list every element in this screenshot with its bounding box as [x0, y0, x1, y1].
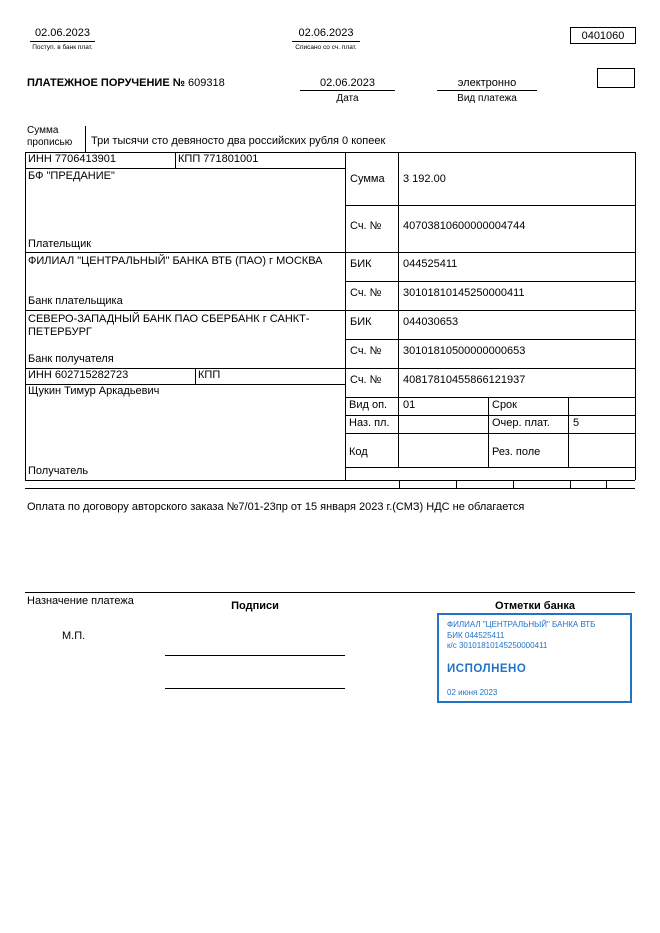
- document-title: [27, 77, 225, 90]
- purpose-caption: Назначение платежа: [27, 595, 134, 607]
- table-border: [345, 281, 635, 282]
- tick-row-border: [25, 488, 635, 489]
- received-date: 02.06.2023: [34, 27, 91, 39]
- payment-kind-code-box: [597, 68, 635, 88]
- table-border: [345, 397, 635, 398]
- form-code: 0401060: [581, 29, 625, 42]
- table-border: [345, 433, 635, 434]
- table-border-right: [635, 152, 636, 480]
- pay-purpose-label: Наз. пл.: [349, 417, 390, 429]
- debited-date-label: Списано со сч. плат.: [295, 44, 357, 51]
- amount-words-text: Три тысячи сто девяносто два российских рубля 0 копеек: [91, 135, 386, 147]
- payee-bank-bik-value: 044030653: [403, 316, 459, 328]
- title-date-label: Дата: [336, 93, 359, 104]
- payer-account-value: 40703810600000004744: [403, 220, 526, 232]
- grid-line: [488, 397, 489, 467]
- payment-kind-underline: [437, 90, 537, 91]
- title-date: 02.06.2023: [319, 77, 376, 89]
- table-border: [345, 467, 635, 468]
- payer-name: БФ "ПРЕДАНИЕ": [28, 170, 115, 182]
- payee-bank-account-value: 30101810500000000653: [403, 345, 526, 357]
- payment-kind: электронно: [457, 77, 517, 89]
- debited-date-underline: [292, 41, 360, 42]
- table-border-bottom: [25, 480, 635, 481]
- purpose-text: Оплата по договору авторского заказа №7/01-23пр от 15 января 2023 г.(СМЗ) НДС не облагается: [27, 501, 525, 513]
- payee-name: Щукин Тимур Аркадьевич: [28, 385, 160, 397]
- payer-caption: Плательщик: [28, 238, 92, 250]
- payee-bank-name: СЕВЕРО-ЗАПАДНЫЙ БАНК ПАО СБЕРБАНК г САНКТ-ПЕТЕРБУРГ: [28, 313, 310, 338]
- payee-inn: ИНН 602715282723: [28, 369, 129, 381]
- signature-line-2: [165, 688, 345, 689]
- table-border: [25, 252, 635, 253]
- table-border: [25, 168, 345, 169]
- tick-mark: [456, 480, 457, 488]
- table-border: [345, 415, 635, 416]
- code-label: Код: [349, 446, 368, 458]
- stamp-status: ИСПОЛНЕНО: [447, 662, 527, 675]
- payer-bank-caption: Банк плательщика: [28, 295, 123, 307]
- priority-value: 5: [573, 417, 580, 429]
- tick-mark: [570, 480, 571, 488]
- grid-line: [398, 152, 399, 467]
- signature-line-1: [165, 655, 345, 656]
- op-kind-label: Вид оп.: [349, 399, 388, 411]
- payer-kpp: КПП 771801001: [178, 153, 259, 165]
- payer-inn: ИНН 7706413901: [28, 153, 117, 165]
- grid-line: [568, 397, 569, 467]
- payer-bank-account-label: Сч. №: [350, 287, 382, 299]
- table-border-top: [25, 152, 635, 153]
- payee-kpp: КПП: [198, 369, 221, 381]
- amount-value: 3 192.00: [403, 173, 446, 185]
- term-label: Срок: [492, 399, 517, 411]
- received-date-underline: [30, 41, 95, 42]
- grid-line: [345, 152, 346, 480]
- payee-account-value: 40817810455866121937: [403, 374, 526, 386]
- grid-line: [175, 152, 176, 168]
- payee-bank-bik-label: БИК: [350, 316, 372, 328]
- priority-label: Очер. плат.: [492, 417, 550, 429]
- amount-words-divider: [85, 126, 86, 152]
- table-border: [25, 310, 635, 311]
- stamp-bank-name: ФИЛИАЛ "ЦЕНТРАЛЬНЫЙ" БАНКА ВТБ: [447, 620, 596, 629]
- reserve-field-label: Рез. поле: [492, 446, 541, 458]
- bank-stamp: [437, 613, 632, 703]
- payment-kind-label: Вид платежа: [457, 93, 517, 104]
- payer-bank-bik-label: БИК: [350, 258, 372, 270]
- tick-mark: [399, 480, 400, 488]
- payer-bank-name: ФИЛИАЛ "ЦЕНТРАЛЬНЫЙ" БАНКА ВТБ (ПАО) г МОСКВА: [28, 255, 323, 267]
- payer-bank-bik-value: 044525411: [403, 258, 458, 270]
- tick-mark: [606, 480, 607, 488]
- received-date-label: Поступ. в банк плат.: [32, 44, 93, 51]
- payer-bank-account-value: 30101810145250000411: [403, 287, 525, 299]
- stamp-bik: БИК 044525411: [447, 630, 505, 640]
- payer-account-label: Сч. №: [350, 220, 382, 232]
- amount-words-label-2: прописью: [27, 137, 73, 148]
- form-code-box: [570, 27, 636, 44]
- bank-marks-title: Отметки банка: [495, 600, 575, 612]
- stamp-date: 02 июня 2023: [447, 687, 498, 697]
- op-kind-value: 01: [403, 399, 416, 411]
- table-border: [345, 205, 635, 206]
- debited-date: 02.06.2023: [298, 27, 354, 39]
- title-number: 609318: [188, 77, 225, 89]
- tick-mark: [513, 480, 514, 488]
- title-label: ПЛАТЕЖНОЕ ПОРУЧЕНИЕ №: [27, 77, 185, 89]
- amount-label: Сумма: [350, 173, 385, 185]
- seal-place-label: М.П.: [62, 630, 86, 642]
- grid-line: [195, 368, 196, 384]
- payee-account-label: Сч. №: [350, 374, 382, 386]
- payee-bank-account-label: Сч. №: [350, 345, 382, 357]
- purpose-underline: [25, 592, 635, 593]
- title-date-underline: [300, 90, 395, 91]
- signatures-title: Подписи: [231, 600, 279, 612]
- table-border-left: [25, 152, 26, 480]
- stamp-corr-account: к/с 30101810145250000411: [447, 641, 548, 650]
- table-border: [345, 339, 635, 340]
- amount-words-label-1: Сумма: [27, 125, 59, 136]
- payee-bank-caption: Банк получателя: [28, 353, 114, 365]
- payee-caption: Получатель: [28, 465, 89, 477]
